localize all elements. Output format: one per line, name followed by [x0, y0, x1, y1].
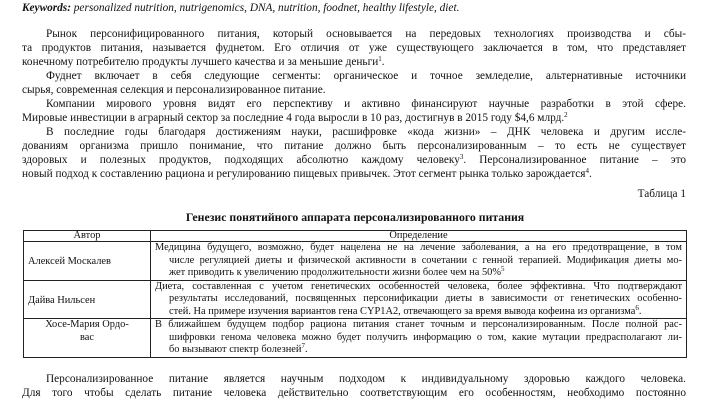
- paragraph-1-line-2: та продуктов питания, называется фуднетом. Его отличия от уже существующего заключается в том, что представляет: [22, 42, 686, 54]
- author-cell: Алексей Москалев: [24, 242, 151, 281]
- author-line: вас: [80, 331, 94, 343]
- closing-line-2: Для того чтобы сделать питание человека действительно соответствующим его особенностям, необходимо постоянно: [22, 387, 686, 399]
- definition-line: стей. На примере изучения вариантов гена CYP1A2, отвечающего за время вывода кофеина из организма$^6$.: [169, 303, 642, 317]
- keywords-text: personalized nutrition, nutrigenomics, DNA, nutrition, foodnet, healthy lifestyle, diet.: [70, 2, 460, 14]
- paragraph-2-line-2: сырья, современная селекция и персонализированное питание.: [22, 84, 326, 96]
- definition-line: Медицина будущего, возможно, будет нацелена не на лечение заболевания, а на его предотвращение, в том: [155, 242, 682, 253]
- paragraph-2-line-1: Фуднет включает в себя следующие сегменты: органическое и точное земледелие, альтернативные источники: [46, 70, 686, 82]
- table-number: Таблица 1: [637, 188, 686, 200]
- paragraph-3-line-2: Мировые инвестиции в аграрный сектор за последние 4 года выросли в 10 раз, достигнув в 2015 году $4,6 млрд.$^2$: [22, 111, 568, 124]
- paragraph-4-line-3: здоровых и полезных продуктов, подходящих абсолютно каждому человеку$^3$. Персонализированное питание – это: [22, 153, 687, 166]
- definition-line: жет приводить к увеличению продолжительности жизни более чем на 50%$^5$: [169, 265, 505, 278]
- footnote-ref: 5: [501, 265, 505, 273]
- definition-line: Диета, составленная с учетом генетических особенностей человека, более эффективна. Что подтверждают: [155, 280, 682, 292]
- footnote-ref: 2: [564, 111, 568, 119]
- table-title: Генезис понятийного аппарата персонализированного питания: [185, 210, 525, 224]
- genesis-table: [23, 230, 687, 358]
- paragraph-4-line-1: В последние годы благодаря достижениям науки, расшифровке «кода жизни» – ДНК человека и другим иссле-: [46, 126, 686, 138]
- definition-line: результаты исследований, посвященных персонификации диеты в зависимости от генетических особенно-: [169, 293, 682, 304]
- definition-cell: [151, 280, 687, 319]
- definition-line: шифровки генома человека можно будет получить информацию о том, какие мутации предрасполагают ли-: [169, 331, 682, 343]
- footnote-ref: 4: [585, 167, 589, 175]
- definition-cell: [151, 319, 687, 358]
- paragraph-1-line-3: конечному потребителю продукты лучшего качества и за меньшие деньги$^1$.: [22, 55, 385, 68]
- author-line: Хосе-Мария Ордо-: [45, 319, 129, 330]
- author-cell: [24, 319, 151, 358]
- footnote-ref: 3: [459, 153, 464, 161]
- keywords-label: Keywords:: [22, 2, 71, 14]
- definition-line: В ближайшем будущем подбор рациона питания станет точным и персонализированным. После полной рас-: [155, 319, 682, 330]
- author-cell: Дайва Нильсен: [24, 280, 151, 319]
- definition-line: числе регуляцией диеты и физической активности в сочетании с генной терапией. Модификация диеты мо-: [169, 254, 682, 266]
- paragraph-3-line-1: Компании мирового уровня видят его перспективу и активно финансируют научные разработки в этой сфере.: [46, 98, 686, 110]
- table-row: [24, 319, 687, 358]
- table-row: [24, 242, 687, 281]
- table-header-row: [24, 231, 687, 242]
- paragraph-1-line-1: Рынок персонифицированного питания, который основывается на передовых технологиях производства и сбы-: [46, 28, 686, 40]
- footnote-ref: 7: [301, 342, 305, 350]
- header-definition: Определение: [151, 231, 687, 242]
- definition-cell: [151, 242, 687, 281]
- paragraph-4-line-2: дованиям организма пришло понимание, что питание должно быть персонализированным – то есть не существует: [22, 140, 686, 152]
- table-row: [24, 280, 687, 319]
- keywords-line: [22, 1, 686, 15]
- closing-line-1: Персонализированное питание является научным подходом к индивидуальному здоровью каждого человека.: [46, 373, 686, 385]
- footnote-ref: 1: [378, 55, 382, 63]
- header-author: Автор: [24, 231, 151, 242]
- paragraph-4-line-4: новый подход к составлению рациона и регулированию пищевых привычек. Этот сегмент рынка только зарождается$^4$.: [22, 167, 592, 180]
- definition-line: бо вызывают спектр болезней$^7$.: [169, 342, 308, 355]
- footnote-ref: 6: [635, 303, 639, 312]
